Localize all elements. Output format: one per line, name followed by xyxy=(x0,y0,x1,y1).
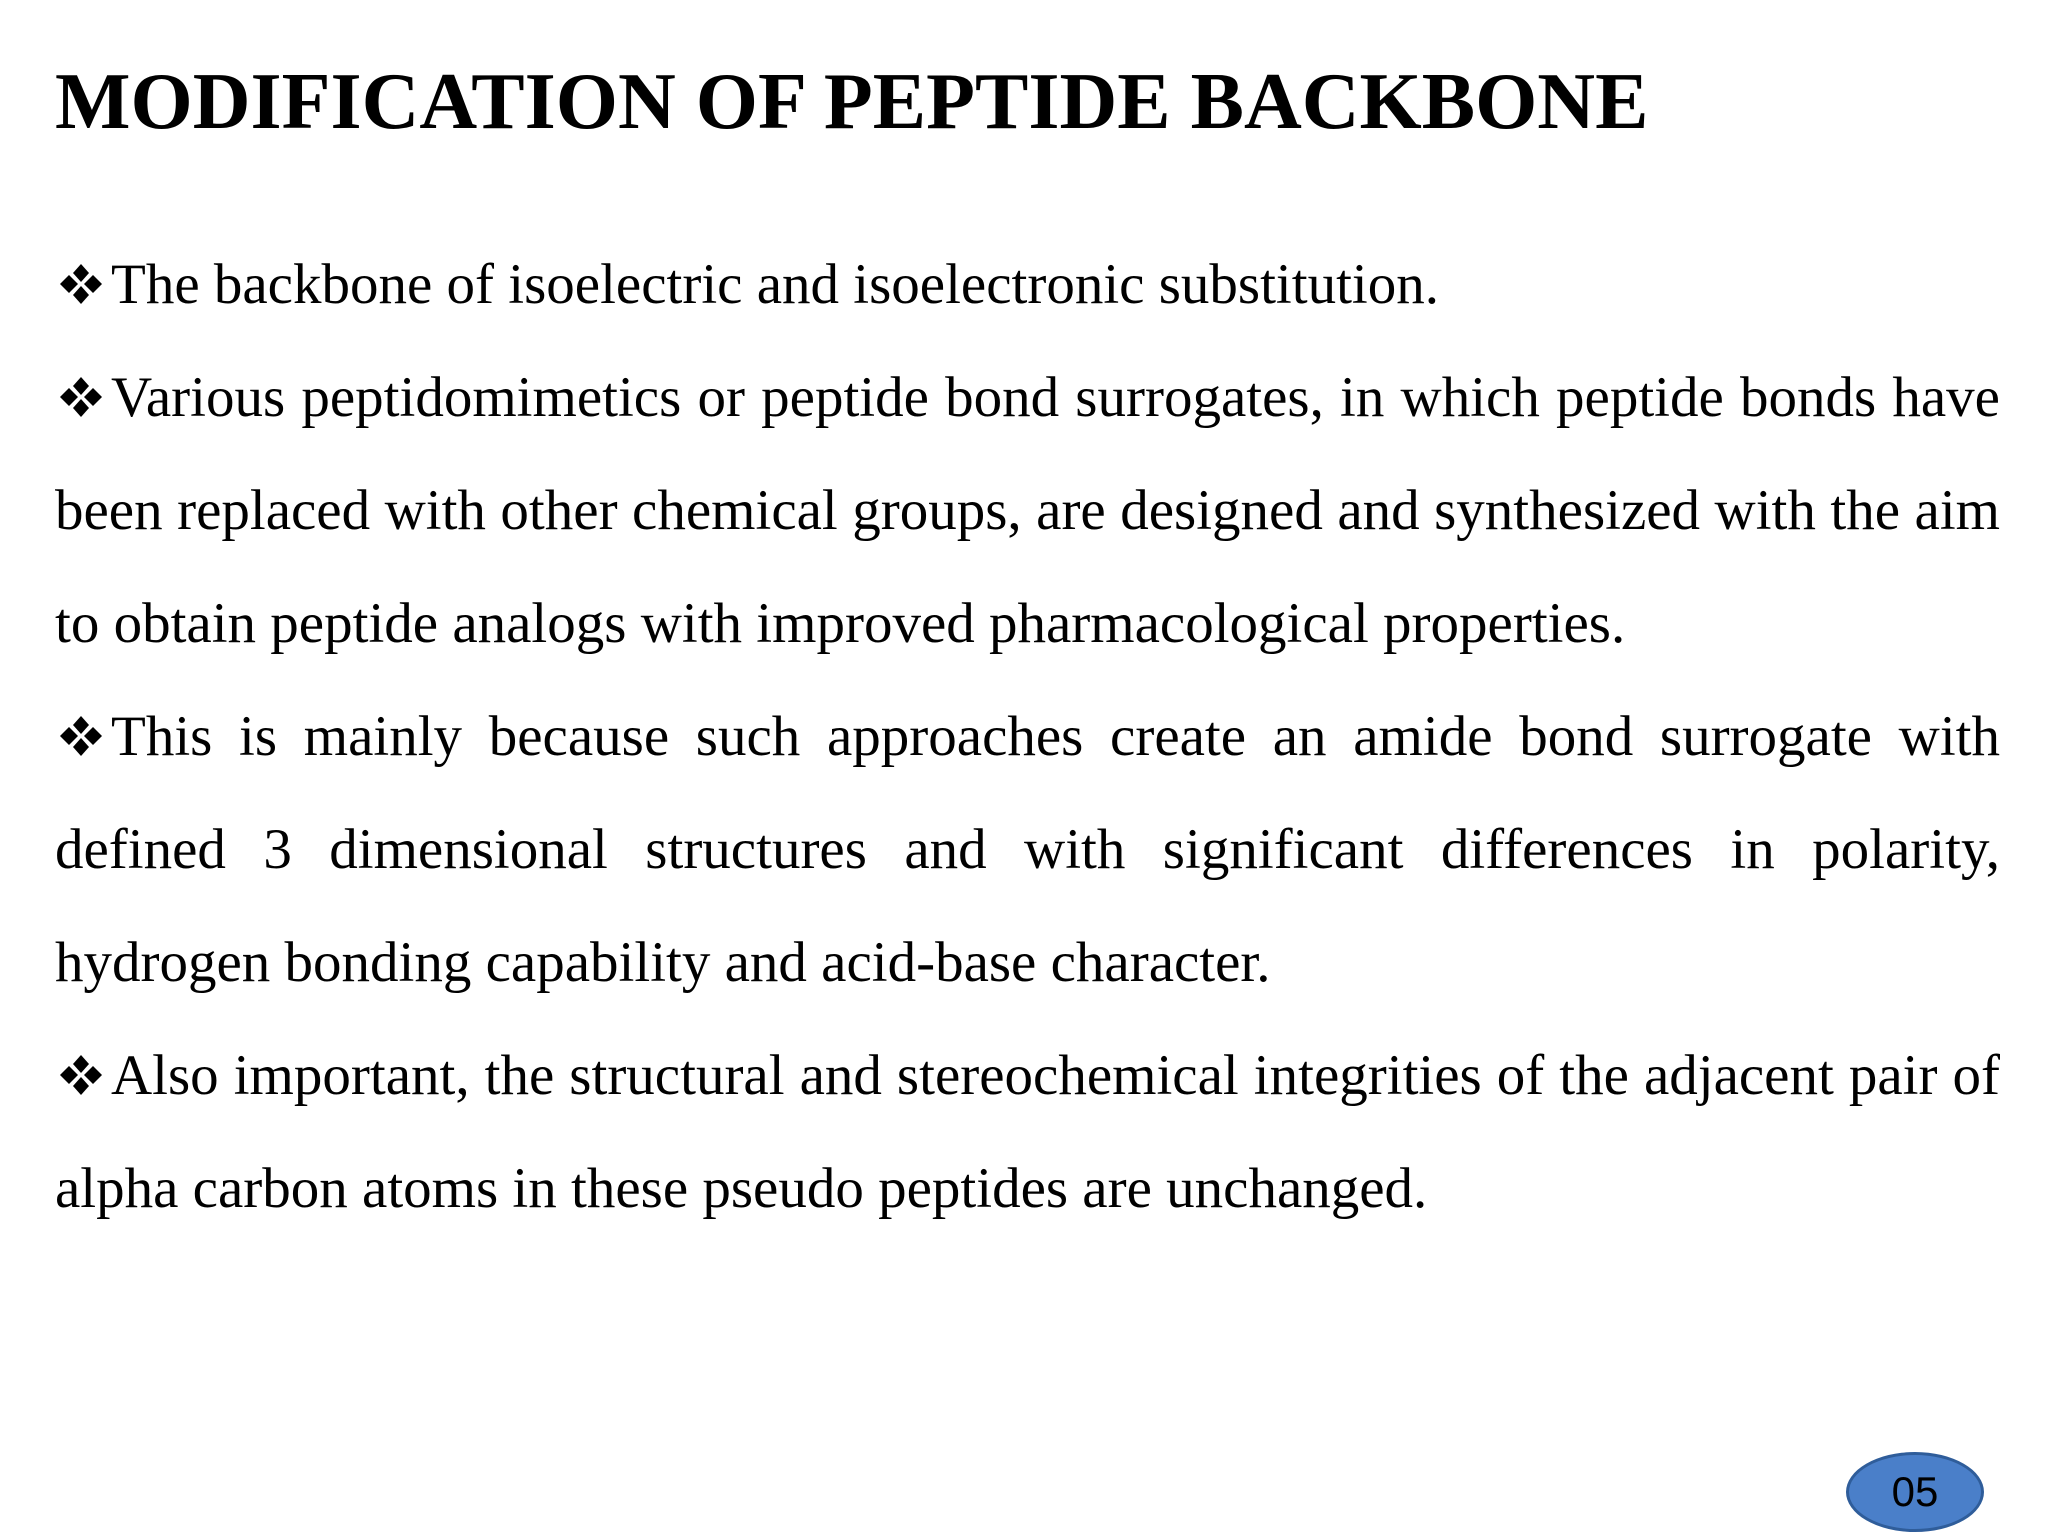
bullet-item-3 xyxy=(55,680,2000,1019)
bullet-item-2 xyxy=(55,341,2000,680)
four-diamond-bullet-icon xyxy=(55,714,107,758)
bullet-text: Various peptidomimetics or peptide bond surrogates, in which peptide bonds have been replaced with other chemical groups, are designed and synthesized with the aim to obtain peptide analogs with improved pharmacological properties. xyxy=(55,366,2000,655)
page-number-badge xyxy=(1846,1452,1984,1532)
bullet-item-4 xyxy=(55,1019,2000,1245)
bullet-text: This is mainly because such approaches create an amide bond surrogate with defined 3 dimensional structures and with significant differences in polarity, hydrogen bonding capability and acid-base character. xyxy=(55,705,2000,994)
page-number: 05 xyxy=(1891,1468,1939,1515)
bullet-text: The backbone of isoelectric and isoelectronic substitution. xyxy=(111,253,1440,316)
bullet-text: Also important, the structural and stereochemical integrities of the adjacent pair of alpha carbon atoms in these pseudo peptides are unchanged. xyxy=(55,1044,2000,1220)
bullet-item-1 xyxy=(55,228,2000,341)
four-diamond-bullet-icon xyxy=(55,1053,107,1097)
slide-title: MODIFICATION OF PEPTIDE BACKBONE xyxy=(55,58,1649,146)
four-diamond-bullet-icon xyxy=(55,375,107,419)
bullet-list xyxy=(55,228,2000,1245)
four-diamond-bullet-icon xyxy=(55,262,107,306)
